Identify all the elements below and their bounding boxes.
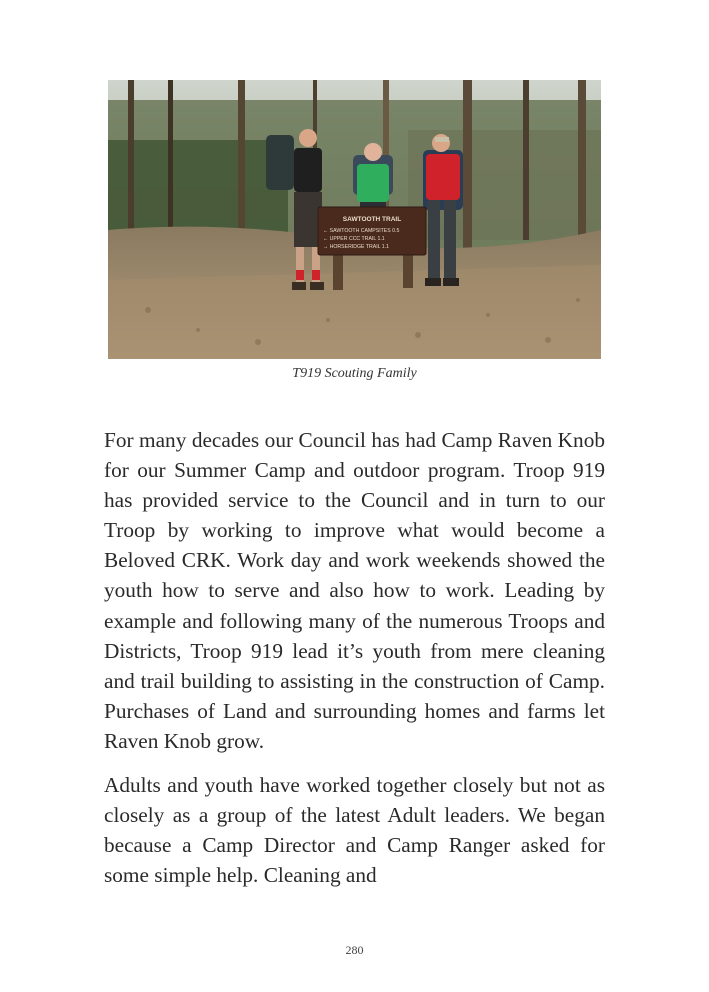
sign-title: SAWTOOTH TRAIL xyxy=(342,216,402,223)
photo-caption: T919 Scouting Family xyxy=(292,366,417,381)
page-number: 280 xyxy=(345,943,364,957)
sign-line-2: ← UPPER CCC TRAIL 1.1 xyxy=(323,236,385,242)
paragraph-2: Adults and youth have worked together closely but not as closely as a group of the latest Adult leaders. We began because a Camp Director and Camp Ranger asked for some simple help. Cleaning and xyxy=(104,773,605,888)
body-text xyxy=(104,425,605,904)
sign-line-3: → HORSERIDGE TRAIL 1.1 xyxy=(323,244,390,250)
paragraph-1: For many decades our Council has had Camp Raven Knob for our Summer Camp and outdoor program. Troop 919 has provided service to the Council and in turn to our Troop by working to improve what would become a Beloved CRK. Work day and work weekends showed the youth how to serve and also how to work. Leading by example and following many of the numerous Troops and Districts, Troop 919 lead it’s youth from mere cleaning and trail building to assisting in the construction of Camp. Purchases of Land and surrounding homes and farms let Raven Knob grow. xyxy=(104,428,605,753)
trail-sign xyxy=(318,207,426,255)
sign-line-1: ← SAWTOOTH CAMPSITES 0.5 xyxy=(323,228,400,234)
hikers-photo xyxy=(108,80,601,359)
photo-illustration xyxy=(108,80,601,359)
